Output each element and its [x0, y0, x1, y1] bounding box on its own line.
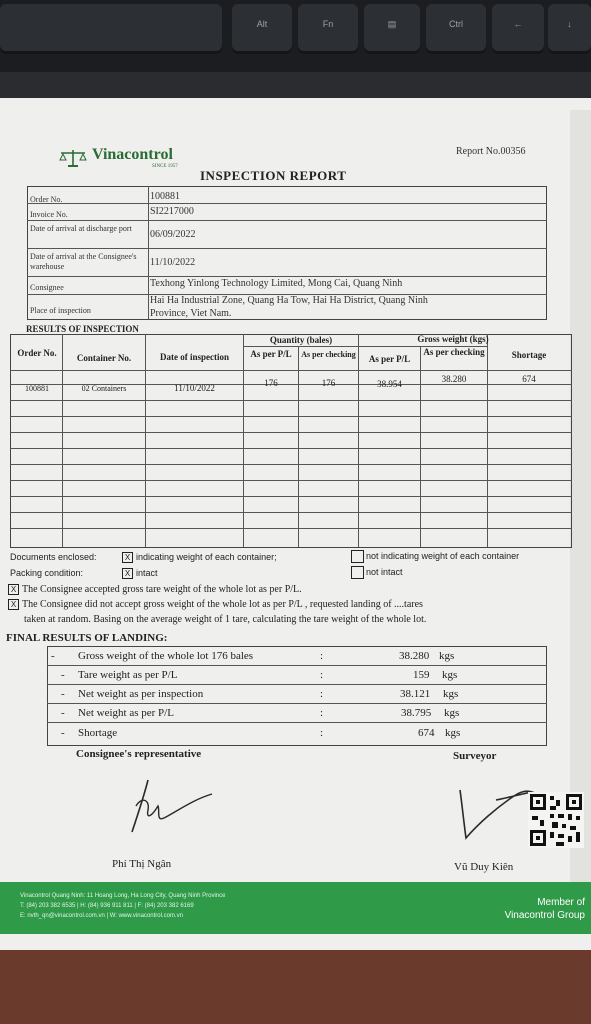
final-row-dot: - [61, 669, 65, 681]
final-row-net-inspection [47, 685, 545, 704]
final-row-dot: - [61, 727, 65, 739]
cell-qty-check: 176 [321, 378, 336, 388]
final-row-colon: : [320, 707, 324, 719]
final-row-label: Gross weight of the whole lot 176 bales [78, 650, 254, 662]
consignee-accepted-row [8, 584, 302, 595]
final-results-title: FINAL RESULTS OF LANDING: [6, 632, 168, 644]
packing-not-intact-label: not intact [366, 566, 403, 577]
surveyor-name: Vũ Duy Kiên [454, 861, 514, 873]
col-header-qty-check: As per checking [301, 350, 356, 359]
cell-date: 11/10/2022 [174, 383, 215, 393]
final-row-colon: : [320, 669, 324, 681]
col-header-shortage: Shortage [511, 350, 547, 360]
col-header-qty-pl: As per P/L [250, 349, 292, 359]
qr-code-icon [528, 792, 584, 848]
final-row-dot: - [51, 650, 55, 662]
checkbox-unchecked [351, 566, 364, 579]
packing-condition-label: Packing condition: [10, 568, 84, 578]
consignee-not-accepted-text: The Consignee did not accept gross weight of the whole lot as per P/L , requested landing of ....tares [22, 599, 423, 610]
packing-intact-label: intact [136, 568, 158, 578]
arrival-warehouse-value: 11/10/2022 [150, 257, 196, 268]
invoice-no-value: SI2217000 [150, 206, 194, 217]
col-header-gw-check: As per checking [423, 347, 485, 357]
invoice-no-label: Invoice No. [30, 210, 68, 219]
place-label: Place of inspection [30, 306, 91, 315]
consignee-not-accepted-row [8, 599, 423, 610]
consignee-accepted-text: The Consignee accepted gross tare weight of the whole lot as per P/L. [22, 584, 302, 595]
inspection-report-paper [0, 98, 591, 950]
col-header-container-no: Container No. [76, 353, 132, 363]
documents-enclosed-label: Documents enclosed: [10, 552, 97, 562]
checkbox-unchecked [351, 550, 364, 563]
final-row-label: Net weight as per inspection [78, 688, 204, 700]
final-row-unit: kgs [439, 650, 455, 662]
keyboard-key-menu: ▤ [364, 4, 420, 54]
report-number: Report No.00356 [456, 146, 526, 157]
report-title: INSPECTION REPORT [200, 168, 347, 183]
footer-member [505, 896, 585, 922]
keyboard-key [0, 4, 222, 54]
final-row-dot: - [61, 707, 65, 719]
col-header-quantity: Quantity (bales) [269, 335, 333, 345]
final-row-gross-weight [47, 647, 545, 666]
keyboard-key-left: ← [492, 4, 544, 54]
final-row-unit: kgs [443, 688, 459, 700]
col-header-order-no: Order No. [17, 348, 57, 358]
final-row-unit: kgs [442, 669, 458, 681]
arrival-warehouse-label: Date of arrival at the Consignee's warehouse [30, 252, 137, 271]
consignee-label: Consignee [30, 283, 64, 292]
cell-container-no: 02 Containers [81, 384, 127, 393]
col-header-date: Date of inspection [160, 352, 229, 362]
cell-gw-pl: 38.954 [377, 379, 402, 389]
keyboard-key-alt: Alt [232, 4, 292, 54]
brand-since: SINCE 1957 [152, 164, 178, 169]
checkbox-checked: X [8, 599, 19, 610]
consignee-signature [126, 776, 216, 838]
arrival-port-value: 06/09/2022 [150, 229, 196, 240]
keyboard [0, 0, 591, 98]
col-header-gross-weight: Gross weight (kgs) [417, 334, 489, 344]
documents-enclosed-yes-label: indicating weight of each container; [136, 552, 277, 562]
brand-name: Vinacontrol [92, 146, 173, 163]
arrival-port-label: Date of arrival at discharge port [30, 224, 132, 233]
final-row-colon: : [320, 727, 324, 739]
checkbox-checked: X [122, 568, 133, 579]
footer-member-line2: Vinacontrol Group [504, 910, 585, 921]
footer-phone: T: (84) 203 382 6535 | H: (84) 936 911 811 | F: (84) 203 382 6169 [20, 903, 194, 909]
place-value-line2: Province, Viet Nam. [150, 308, 232, 319]
surveyor-signature [456, 784, 538, 842]
results-section-title: RESULTS OF INSPECTION [26, 324, 139, 334]
letterhead-footer [0, 882, 591, 934]
final-row-shortage [47, 724, 545, 743]
final-row-value: 38.121 [400, 688, 431, 700]
final-row-label: Net weight as per P/L [78, 707, 174, 719]
keyboard-edge [0, 72, 591, 98]
final-row-value: 159 [413, 669, 430, 681]
cell-order-no: 100881 [25, 384, 49, 393]
order-no-value: 100881 [150, 191, 180, 202]
consignee-not-accepted-text-2: taken at random. Basing on the average weight of 1 tare, calculating the tare weight of the whole lot. [24, 614, 427, 625]
final-row-value: 674 [418, 727, 435, 739]
packing-not-intact [351, 566, 403, 579]
footer-address: Vinacontrol Quang Ninh: 11 Hoang Long, Ha Long City, Quang Ninh Province [20, 893, 226, 899]
final-row-unit: kgs [445, 727, 461, 739]
documents-enclosed-no-label: not indicating weight of each container [366, 550, 520, 561]
keyboard-key-fn: Fn [298, 4, 358, 54]
final-row-net-pl [47, 704, 545, 723]
final-row-label: Tare weight as per P/L [78, 669, 178, 681]
keyboard-key-down: ↓ [548, 4, 591, 54]
final-row-label: Shortage [78, 727, 118, 739]
consignee-name: Phí Thị Ngân [112, 858, 172, 870]
final-row-tare-weight [47, 666, 545, 685]
consignee-value: Texhong Yinlong Technology Limited, Mong Cai, Quang Ninh [150, 278, 403, 289]
order-no-label: Order No. [30, 195, 63, 204]
cell-qty-pl: 176 [264, 378, 278, 388]
cell-gw-check: 38.280 [441, 374, 467, 384]
final-row-colon: : [320, 688, 324, 700]
final-row-dot: - [61, 688, 65, 700]
cell-shortage: 674 [522, 374, 536, 384]
final-row-value: 38.280 [399, 650, 430, 662]
footer-email: E: nvth_qn@vinacontrol.com.vn | W: www.vinacontrol.com.vn [20, 913, 183, 919]
documents-enclosed-yes [122, 552, 277, 563]
final-row-colon: : [320, 650, 324, 662]
consignee-representative-label: Consignee's representative [76, 748, 202, 760]
desk-surface [0, 940, 591, 1024]
col-header-gw-pl: As per P/L [368, 354, 411, 364]
checkbox-checked: X [8, 584, 19, 595]
checkbox-checked: X [122, 552, 133, 563]
documents-enclosed-no [351, 550, 519, 563]
final-row-unit: kgs [444, 707, 460, 719]
surveyor-label: Surveyor [453, 750, 497, 762]
footer-member-line1: Member of [537, 897, 585, 908]
keyboard-key-ctrl: Ctrl [426, 4, 486, 54]
packing-intact [122, 568, 158, 579]
place-value-line1: Hai Ha Industrial Zone, Quang Ha Tow, Hai Ha District, Quang Ninh [150, 295, 428, 306]
scales-logo-icon [58, 148, 88, 168]
final-row-value: 38.795 [401, 707, 432, 719]
